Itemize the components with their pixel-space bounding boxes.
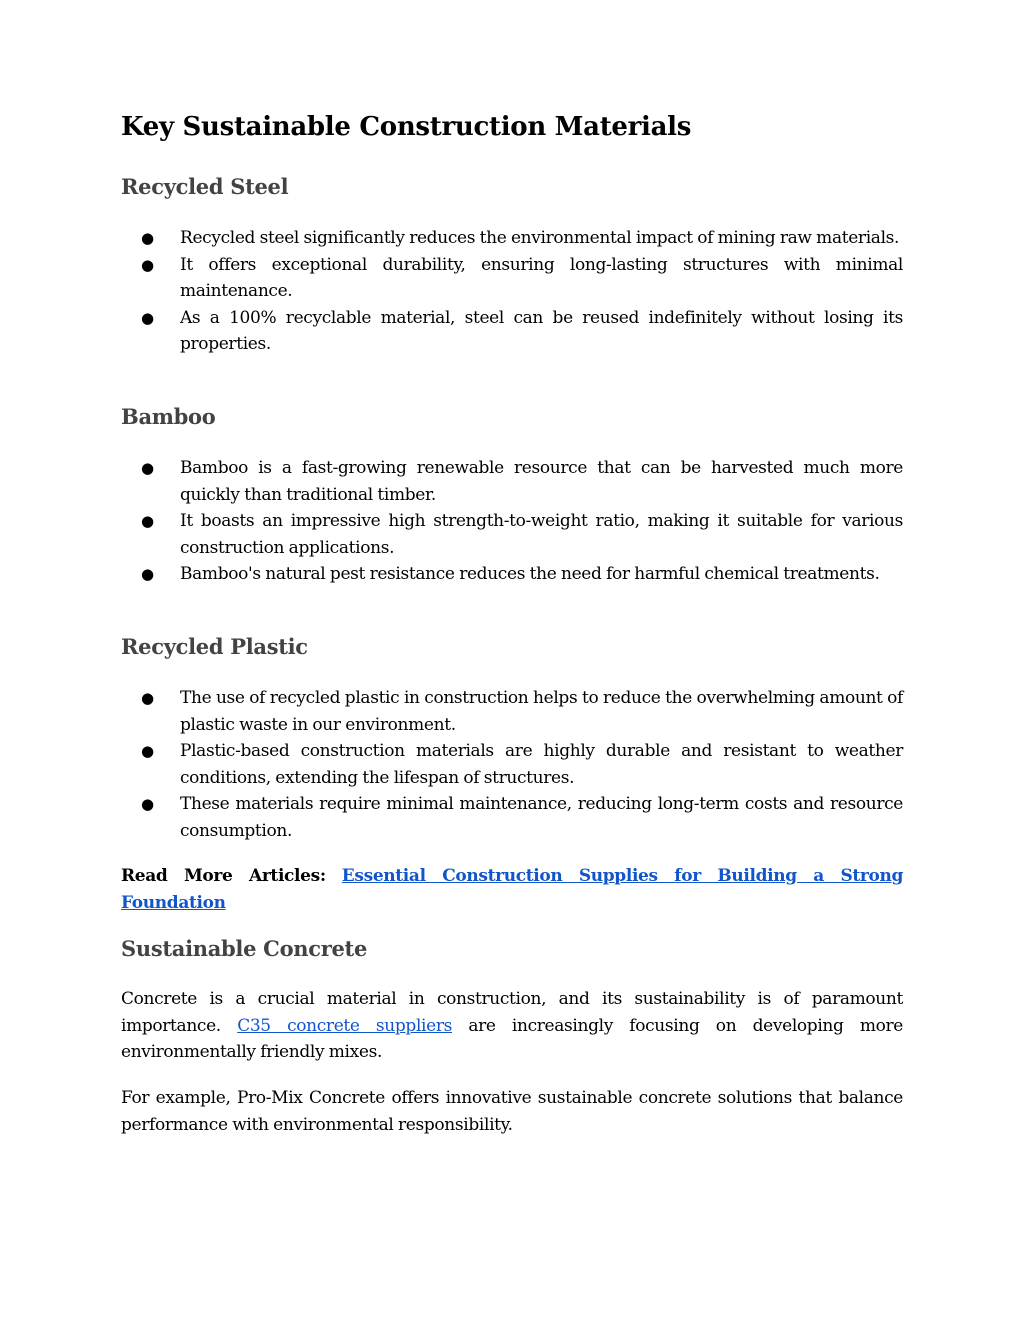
- list-item: ● It boasts an impressive high strength-to-weight ratio, making it suitable for various construction applications.: [121, 508, 903, 561]
- concrete-paragraph-2: For example, Pro-Mix Concrete offers innovative sustainable concrete solutions that balance performance with environmental responsibility.: [121, 1088, 903, 1135]
- list-item: ● It offers exceptional durability, ensuring long-lasting structures with minimal maintenance.: [121, 252, 903, 305]
- bullet-icon: ●: [141, 742, 154, 760]
- section-heading-recycled-plastic: Recycled Plastic: [121, 634, 308, 659]
- list-item: ● As a 100% recyclable material, steel can be reused indefinitely without losing its properties.: [121, 305, 903, 358]
- list-item: ● The use of recycled plastic in construction helps to reduce the overwhelming amount of plastic waste in our environment.: [121, 685, 903, 738]
- c35-suppliers-link[interactable]: C35 concrete suppliers: [237, 1015, 452, 1036]
- list-item: ● Plastic-based construction materials are highly durable and resistant to weather conditions, extending the lifespan of structures.: [121, 738, 903, 791]
- bullet-icon: ●: [141, 308, 154, 327]
- page-title: Key Sustainable Construction Materials: [121, 112, 692, 142]
- bullet-icon: ●: [141, 512, 154, 530]
- list-item: ● Bamboo's natural pest resistance reduces the need for harmful chemical treatments.: [121, 561, 903, 588]
- bullet-icon: ●: [141, 795, 154, 813]
- bullet-icon: ●: [141, 255, 154, 274]
- recycled-plastic-list: [121, 685, 903, 844]
- list-item: ● These materials require minimal maintenance, reducing long-term costs and resource consumption.: [121, 791, 903, 844]
- recycled-steel-list: [121, 225, 903, 358]
- bullet-icon: ●: [141, 689, 154, 707]
- list-item: ● Bamboo is a fast-growing renewable resource that can be harvested much more quickly than traditional timber.: [121, 455, 903, 508]
- read-more-paragraph: [121, 863, 903, 916]
- bullet-icon: ●: [141, 229, 154, 247]
- read-more-link[interactable]: Essential Construction Supplies for Building a Strong Foundation: [121, 866, 904, 913]
- list-item: ● Recycled steel significantly reduces the environmental impact of mining raw materials.: [121, 225, 903, 252]
- section-heading-recycled-steel: Recycled Steel: [121, 174, 289, 199]
- bullet-icon: ●: [141, 565, 154, 583]
- concrete-paragraph-1: Concrete is a crucial material in construction, and its sustainability is of paramount importance. C35 concrete suppliers are increasingly focusing on developing more environmentally friendly mixes.: [121, 989, 903, 1062]
- bullet-icon: ●: [141, 459, 154, 477]
- section-heading-sustainable-concrete: Sustainable Concrete: [121, 936, 368, 961]
- read-more-label: Read More Articles:: [121, 866, 326, 886]
- section-heading-bamboo: Bamboo: [121, 404, 216, 429]
- bamboo-list: [121, 455, 903, 588]
